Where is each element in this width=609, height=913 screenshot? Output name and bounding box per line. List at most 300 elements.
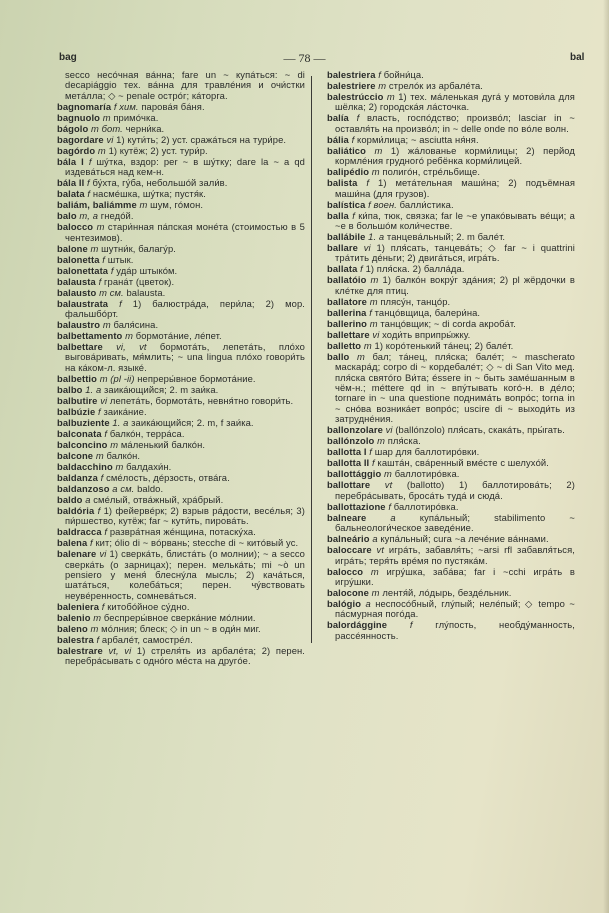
translation: лепетáть, бормотáть, невня́тно говори́ть.: [109, 394, 294, 406]
headword: balbutire: [57, 394, 98, 406]
grammar-label: m, a: [79, 210, 99, 222]
headword: balone: [57, 242, 88, 254]
translation: 1) жáлованье корми́лицы; 2) перйод кормлéния грудногó ребёнка корми́лицей.: [335, 144, 575, 167]
grammar-label: f: [351, 133, 355, 145]
grammar-label: m: [356, 350, 365, 362]
dictionary-entry: [57, 146, 305, 156]
headword: ballatóio: [327, 274, 367, 286]
grammar-label: m бот.: [91, 122, 123, 134]
translation: (ballónzolo) пля́сать, скакáть, пры́гать.: [395, 424, 565, 436]
grammar-label: f: [369, 306, 372, 318]
translation: пля́ска.: [387, 435, 421, 447]
headword: balipédio: [327, 166, 370, 178]
headword: balordággine: [327, 619, 388, 631]
grammar-label: f: [352, 209, 355, 221]
headword: baleniera: [57, 600, 100, 612]
grammar-label: f: [110, 264, 114, 276]
grammar-label: f воен.: [368, 198, 397, 210]
translation: бал; тáнец, пля́ска; балéт; ~ mascherato маскарáд; corpo di ~ кордебалéт; ◇ ~ di San Vito мед. пля́ска святóго Ви́та; éssere in ~ быть замéшанным в чём-н.; méttere qd in ~ впу́тывать когó-н. в дéло; tornare in ~ una questione поднимáть вопрóс; torna in ~ снóва возникáет вопрóс; uscire di ~ выходи́ть из затруднéния.: [335, 350, 575, 425]
headword: ballerino: [327, 317, 367, 329]
headword: balonettata: [57, 264, 109, 276]
dictionary-entry: [57, 124, 305, 134]
translation: baldo.: [137, 482, 164, 494]
headword: baldória: [57, 504, 95, 516]
translation: 1) фейервéрк; 2) взрыв рáдости, весéлья; 3) пи́ршество, кутёж; far ~ кути́ть, пировáть.: [65, 504, 305, 527]
grammar-label: f: [98, 405, 101, 417]
dictionary-entry: [327, 308, 575, 318]
translation: арбалéт, самострéл.: [101, 633, 193, 645]
dictionary-entry: [327, 545, 575, 566]
dictionary-entry: [57, 451, 305, 461]
headword: ballettare: [327, 328, 370, 340]
column-divider: [311, 76, 312, 643]
translation: игру́шка, забáва; far i ~cchi игрáть в игру́шки.: [335, 565, 575, 587]
dictionary-entry: [327, 330, 575, 340]
translation: шар для баллотирóвки.: [374, 446, 480, 458]
dictionary-entry: [57, 244, 305, 254]
translation: кит; ólio di ~ вóрвань; stecche di ~ китóвый ус.: [95, 537, 299, 549]
translation: шутни́к, балагу́р.: [101, 242, 176, 254]
dictionary-entry: [57, 255, 305, 265]
translation: 1) кутёж; 2) уст. тури́р.: [108, 144, 208, 156]
dictionary-entry: [57, 646, 305, 667]
grammar-label: m: [93, 611, 102, 623]
headword: ballábile: [327, 231, 366, 243]
headword: balbettare: [57, 341, 103, 353]
page-edge-shadow: [603, 0, 609, 913]
grammar-label: m: [384, 468, 392, 480]
translation: черни́ка.: [125, 122, 165, 134]
headword: balaustrata: [57, 297, 109, 309]
grammar-label: f: [366, 177, 370, 189]
grammar-label: vi: [99, 548, 107, 560]
dictionary-entry: [57, 635, 305, 645]
grammar-label: f: [90, 537, 93, 549]
dictionary-entry: [57, 277, 305, 287]
translation: баллотирóвка.: [393, 500, 459, 512]
headword: baloccare: [327, 544, 372, 556]
grammar-label: m: [369, 317, 378, 329]
dictionary-entry: [57, 288, 305, 298]
grammar-label: vi: [385, 424, 393, 436]
translation: китобóйное су́дно.: [107, 600, 190, 612]
dictionary-entry: [57, 407, 305, 417]
grammar-label: m: [377, 435, 385, 447]
dictionary-entry: [57, 473, 305, 483]
grammar-label: m (pl -ii): [99, 372, 135, 384]
translation: заикáние.: [103, 405, 147, 417]
left-guide-word: bag: [59, 52, 77, 63]
dictionary-entry: [57, 506, 305, 527]
translation: смéлость, дéрзость, отвáга.: [106, 471, 230, 483]
translation: бормотáние, лéпет.: [135, 330, 222, 342]
headword: balestrare: [57, 644, 103, 656]
dictionary-entry: [57, 613, 305, 623]
headword: balconata: [57, 427, 102, 439]
grammar-label: m: [90, 622, 99, 634]
grammar-label: f: [356, 112, 360, 124]
dictionary-entry: [327, 211, 575, 232]
grammar-label: f: [87, 188, 91, 200]
headword: balata: [57, 188, 85, 200]
grammar-label: m: [102, 111, 111, 123]
translation: заикáющийся; 2. m заи́ка.: [103, 383, 219, 395]
grammar-label: f: [102, 253, 106, 265]
grammar-label: f: [371, 457, 375, 469]
grammar-label: f: [104, 526, 108, 538]
dictionary-entry: [327, 200, 575, 210]
grammar-label: vt: [384, 479, 393, 491]
translation: 1) сверкáть, блистáть (о молнии); ~ a secco сверкáть (о зарницах); перен. мелькáть; mi ~ò un pensiero у меня́ блеснýла мысль; 2) качáться, шатáться, колебáться; перен. чу́вствовать неувéренность, сомневáться.: [65, 548, 305, 601]
dictionary-entry: [327, 146, 575, 167]
dictionary-entry: [327, 232, 575, 242]
page-number: — 78 —: [283, 51, 326, 65]
translation: заикáющийся; 2. m, f заи́ка.: [131, 416, 254, 428]
translation: 1) стреля́ть из арбалéта; 2) перен. перебрáсывать с однóго мéста на другóе.: [65, 644, 305, 667]
dictionary-entry: [57, 418, 305, 428]
translation: шум, гóмон.: [150, 199, 204, 211]
headword: ballare: [327, 242, 358, 254]
translation: танцевáльный; 2. m балéт.: [386, 231, 506, 243]
dictionary-entry: [57, 331, 305, 341]
translation: насмéшка, шу́тка; пустя́к.: [92, 188, 206, 200]
grammar-label: f: [88, 155, 92, 167]
translation: 1) корóтенький тáнец; 2) балéт.: [374, 339, 514, 351]
translation: балкóн.: [106, 449, 141, 461]
headword: balcone: [57, 449, 94, 461]
headword: balenare: [57, 548, 97, 560]
translation: танцóвщик; ~ di corda акробáт.: [380, 317, 516, 329]
dictionary-entry: [327, 81, 575, 91]
dictionary-entry: [327, 70, 575, 80]
headword: balía: [327, 112, 349, 124]
translation: 1) пля́ска. 2) баллáда.: [365, 263, 465, 275]
translation: купáльный; stabilimento ~ бальнеологи́ческое заведéние.: [335, 511, 575, 534]
grammar-label: m: [90, 242, 99, 254]
translation: 1) тех. мáленькая дугá у мотови́ла для шёлка; 2) городскáя лáсточка.: [335, 91, 575, 113]
translation: лентя́й, лóдырь, бездéльник.: [382, 586, 512, 598]
grammar-label: a: [85, 493, 91, 505]
grammar-label: f: [388, 500, 392, 512]
headword: balestra: [57, 633, 94, 645]
grammar-label: m: [370, 274, 379, 286]
dictionary-entry: [57, 266, 305, 276]
headword: ballata: [327, 263, 358, 275]
headword: balenio: [57, 611, 91, 623]
dictionary-entry: [57, 135, 305, 145]
grammar-label: f: [98, 275, 102, 287]
dictionary-entry: [327, 319, 575, 329]
translation: гранáт (цветок).: [104, 275, 175, 287]
translation: стари́нная пáпская монéта (стоимостью в 5 чентезимов).: [65, 221, 305, 243]
grammar-label: m см.: [99, 286, 124, 298]
translation: шу́тка, вздор: per ~ в шу́тку; dare la ~ a qd издевáться над кем-н.: [65, 155, 305, 178]
dictionary-entry: [327, 447, 575, 457]
translation: 1) метáтельная маши́на; 2) подъёмная маши́на (для грузов).: [335, 177, 575, 199]
dictionary-entry: [327, 458, 575, 468]
headword: balbettio: [57, 372, 97, 384]
grammar-label: m: [374, 144, 383, 156]
translation: плясу́н, танцóр.: [380, 295, 451, 307]
grammar-label: f: [100, 471, 104, 483]
headword: bagórdo: [57, 144, 96, 156]
headword: baldacchino: [57, 460, 113, 472]
grammar-label: 1. a: [112, 416, 129, 428]
translation: паровáя бáня.: [141, 100, 205, 112]
dictionary-entry: [57, 385, 305, 395]
headword: balista: [327, 177, 358, 189]
translation: глу́пость, необду́манность, рассéянность.: [335, 619, 575, 641]
grammar-label: f: [378, 69, 381, 80]
grammar-label: m: [96, 221, 105, 233]
headword: ballottággio: [327, 468, 382, 480]
dictionary-entry: [57, 440, 305, 450]
headword: baldracca: [57, 526, 102, 538]
dictionary-entry: [327, 436, 575, 446]
translation: бу́хта, гу́ба, небольшóй зали́в.: [92, 177, 228, 189]
translation: balausta.: [126, 286, 166, 298]
translation: secco несóчная вáнна; fare un ~ купáться: ~ di decapiággio тех. вáнна для травлéния и очи́стки метáлла; ◇ ~ penale острóг; кáторга.: [65, 69, 305, 101]
translation: (ballotto) 1) баллотировáть; 2) перебрáсывать, бросáть тудá и сюдá.: [335, 479, 575, 501]
headword: balonetta: [57, 253, 100, 265]
translation: ходи́ть вприпры́жку.: [382, 328, 471, 340]
translation: полигóн, стрéльбище.: [382, 166, 481, 178]
headword: balneário: [327, 533, 370, 545]
dictionary-entry: [327, 620, 575, 641]
headword: balocone: [327, 586, 369, 598]
headword: ballotta I: [327, 446, 367, 458]
headword: balla: [327, 209, 349, 221]
dictionary-entry: [327, 599, 575, 620]
dictionary-entry: [57, 602, 305, 612]
dictionary-entry: [57, 462, 305, 472]
dictionary-entry: [57, 113, 305, 123]
grammar-label: vi: [372, 328, 380, 340]
dictionary-entry: [327, 513, 575, 534]
headword: ballatore: [327, 295, 367, 307]
dictionary-entry: [57, 70, 305, 101]
translation: непреры́вное бормотáние.: [137, 372, 256, 384]
grammar-label: f: [119, 297, 122, 309]
grammar-label: m: [370, 565, 379, 577]
headword: balestriere: [327, 80, 376, 91]
dictionary-entry: [327, 135, 575, 145]
headword: ballerina: [327, 306, 367, 318]
translation: 1) балкóн вокру́г здáния; 2) pl жёрдочки в клéтке для птиц.: [335, 274, 575, 296]
grammar-label: m: [110, 438, 119, 450]
headword: balocco: [327, 565, 364, 577]
grammar-label: m: [95, 449, 104, 461]
translation: купáльный; cura ~a лечéние вáннами.: [380, 533, 549, 545]
page-header: [0, 52, 609, 68]
headword: ballo: [327, 350, 350, 362]
dictionary-entry: [327, 92, 575, 113]
grammar-label: m: [371, 586, 380, 598]
headword: balbettamento: [57, 330, 123, 342]
grammar-label: m: [363, 339, 372, 351]
dictionary-entry: [327, 275, 575, 296]
dictionary-entry: [57, 624, 305, 634]
translation: штык.: [107, 253, 134, 265]
dictionary-entry: [327, 297, 575, 307]
dictionary-entry: [57, 396, 305, 406]
translation: развра́тная жéнщина, потаску́ха.: [109, 526, 256, 538]
translation: стрелóк из арбалéта.: [388, 80, 484, 91]
grammar-label: f: [360, 263, 363, 275]
headword: ballonzolare: [327, 424, 383, 436]
grammar-label: a: [372, 533, 378, 545]
translation: танцóвщица, балери́на.: [374, 306, 481, 318]
headword: balógio: [327, 597, 362, 609]
dictionary-entry: [57, 527, 305, 537]
dictionary-entry: [57, 189, 305, 199]
grammar-label: m: [371, 166, 380, 178]
dictionary-entry: [327, 113, 575, 134]
grammar-label: a: [365, 597, 371, 609]
right-guide-word: bal: [570, 52, 585, 63]
dictionary-entry: [327, 264, 575, 274]
grammar-label: f: [369, 446, 372, 458]
translation: мáленький балкóн.: [120, 438, 206, 450]
dictionary-entry: [57, 200, 305, 210]
grammar-label: m: [97, 144, 106, 156]
grammar-label: m: [378, 80, 387, 91]
grammar-label: vi, vt: [116, 341, 147, 353]
dictionary-entry: [327, 469, 575, 479]
dictionary-entry: [57, 157, 305, 178]
headword: bála I: [57, 155, 84, 167]
translation: мóлния; блеск; ◇ in un ~ в оди́н миг.: [101, 622, 261, 634]
translation: баллотирóвка.: [394, 468, 460, 480]
translation: удáр штыкóм.: [116, 264, 178, 276]
grammar-label: vi: [106, 133, 114, 145]
grammar-label: m: [386, 91, 395, 102]
translation: власть, госпóдство; произвóл; lasciar in ~ оставля́ть на произвóл; in ~ delle onde по вóле волн.: [335, 112, 575, 134]
headword: balconcino: [57, 438, 108, 450]
headword: baliám, baliámme: [57, 199, 137, 211]
translation: игрáть, забавля́ть; ~arsi rfl забавля́ться, игрáть; теря́ть врéмя по пустякáм.: [335, 544, 575, 566]
dictionary-entry: [57, 102, 305, 112]
headword: balbúzie: [57, 405, 96, 417]
translation: бормотáть, лепетáть, плóхо выговáривать, мя́млить; ~ una lingua плóхо говори́ть на кáком-л. языкé.: [65, 341, 305, 373]
dictionary-entry: [327, 352, 575, 425]
grammar-label: vt, vi: [108, 644, 132, 656]
translation: неспосóбный, глу́пый; нелéпый; ◇ tempo ~ пáсмурная погóда.: [335, 597, 575, 620]
dictionary-entry: [57, 549, 305, 601]
headword: ballónzolo: [327, 435, 375, 447]
grammar-label: 1. a: [368, 231, 385, 243]
headword: balestrúccio: [327, 91, 384, 102]
dictionary-entry: [57, 484, 305, 494]
dictionary-entry: [327, 167, 575, 177]
dictionary-entry: [327, 341, 575, 351]
grammar-label: vt: [376, 544, 385, 556]
grammar-label: m: [125, 330, 134, 342]
headword: balaustro: [57, 319, 101, 331]
translation: каштáн, свáренный вмéсте с шелухóй.: [377, 457, 549, 469]
headword: balletto: [327, 339, 362, 351]
translation: балли́стика.: [399, 198, 454, 210]
left-column: [57, 70, 305, 667]
dictionary-entry: [57, 374, 305, 384]
dictionary-entry: [57, 342, 305, 373]
dictionary-entry: [327, 178, 575, 199]
headword: balestriera: [327, 69, 376, 80]
grammar-label: m: [369, 295, 378, 307]
dictionary-entry: [57, 320, 305, 330]
grammar-label: f: [87, 177, 90, 189]
headword: balneare: [327, 511, 367, 523]
translation: беспреры́вное сверкáние мóлнии.: [103, 611, 256, 623]
translation: корми́лица; ~ asciutta ня́ня.: [357, 133, 479, 145]
translation: балкóн, террáса.: [109, 427, 185, 439]
dictionary-entry: [57, 538, 305, 548]
headword: bágolo: [57, 122, 89, 134]
headword: bála II: [57, 177, 85, 189]
grammar-label: f хим.: [113, 100, 139, 112]
grammar-label: 1. a: [85, 383, 102, 395]
headword: ballottazione: [327, 500, 386, 512]
headword: bagnuolo: [57, 111, 100, 123]
dictionary-entry: [57, 178, 305, 188]
dictionary-entry: [327, 534, 575, 544]
grammar-label: m: [139, 199, 148, 211]
grammar-label: a: [390, 511, 396, 523]
dictionary-entry: [327, 502, 575, 512]
grammar-label: m: [102, 319, 111, 331]
headword: balocco: [57, 221, 94, 233]
grammar-label: vi: [100, 394, 108, 406]
headword: balbuziente: [57, 416, 110, 428]
headword: baldanzoso: [57, 482, 110, 494]
headword: baliático: [327, 144, 366, 156]
grammar-label: f: [101, 600, 105, 612]
dictionary-entry: [57, 495, 305, 505]
dictionary-entry: [57, 299, 305, 320]
headword: balo: [57, 210, 77, 222]
headword: bália: [327, 133, 349, 145]
headword: bagordare: [57, 133, 104, 145]
headword: balena: [57, 537, 88, 549]
headword: bagnomaría: [57, 100, 112, 112]
translation: балдахи́н.: [126, 460, 172, 472]
translation: баля́сина.: [113, 319, 159, 331]
headword: balística: [327, 198, 366, 210]
headword: balbo: [57, 383, 83, 395]
grammar-label: m: [115, 460, 124, 472]
dictionary-entry: [327, 480, 575, 501]
grammar-label: f: [97, 504, 101, 516]
translation: 1) пля́сать, танцевáть; ◇ far ~ i quattrini трáтить дéньги; 2) двигáться, игрáть.: [335, 242, 575, 264]
headword: balausto: [57, 286, 97, 298]
right-column: [327, 70, 575, 642]
headword: baleno: [57, 622, 88, 634]
dictionary-entry: [327, 243, 575, 264]
dictionary-entry: [327, 425, 575, 435]
translation: 1) балюстрáда, пери́ла; 2) мор. фальшбóрт.: [65, 297, 305, 320]
dictionary-entry: [57, 211, 305, 221]
grammar-label: f: [409, 619, 413, 631]
headword: balausta: [57, 275, 96, 287]
headword: baldanza: [57, 471, 98, 483]
headword: baldo: [57, 493, 83, 505]
dictionary-entry: [57, 429, 305, 439]
dictionary-entry: [327, 588, 575, 598]
translation: ки́па, тюк, связка; far le ~e упакóвывать вéщи; a ~e в большóм коли́честве.: [335, 209, 575, 232]
dictionary-entry: [57, 222, 305, 243]
grammar-label: f: [96, 633, 100, 645]
headword: ballotta II: [327, 457, 370, 469]
